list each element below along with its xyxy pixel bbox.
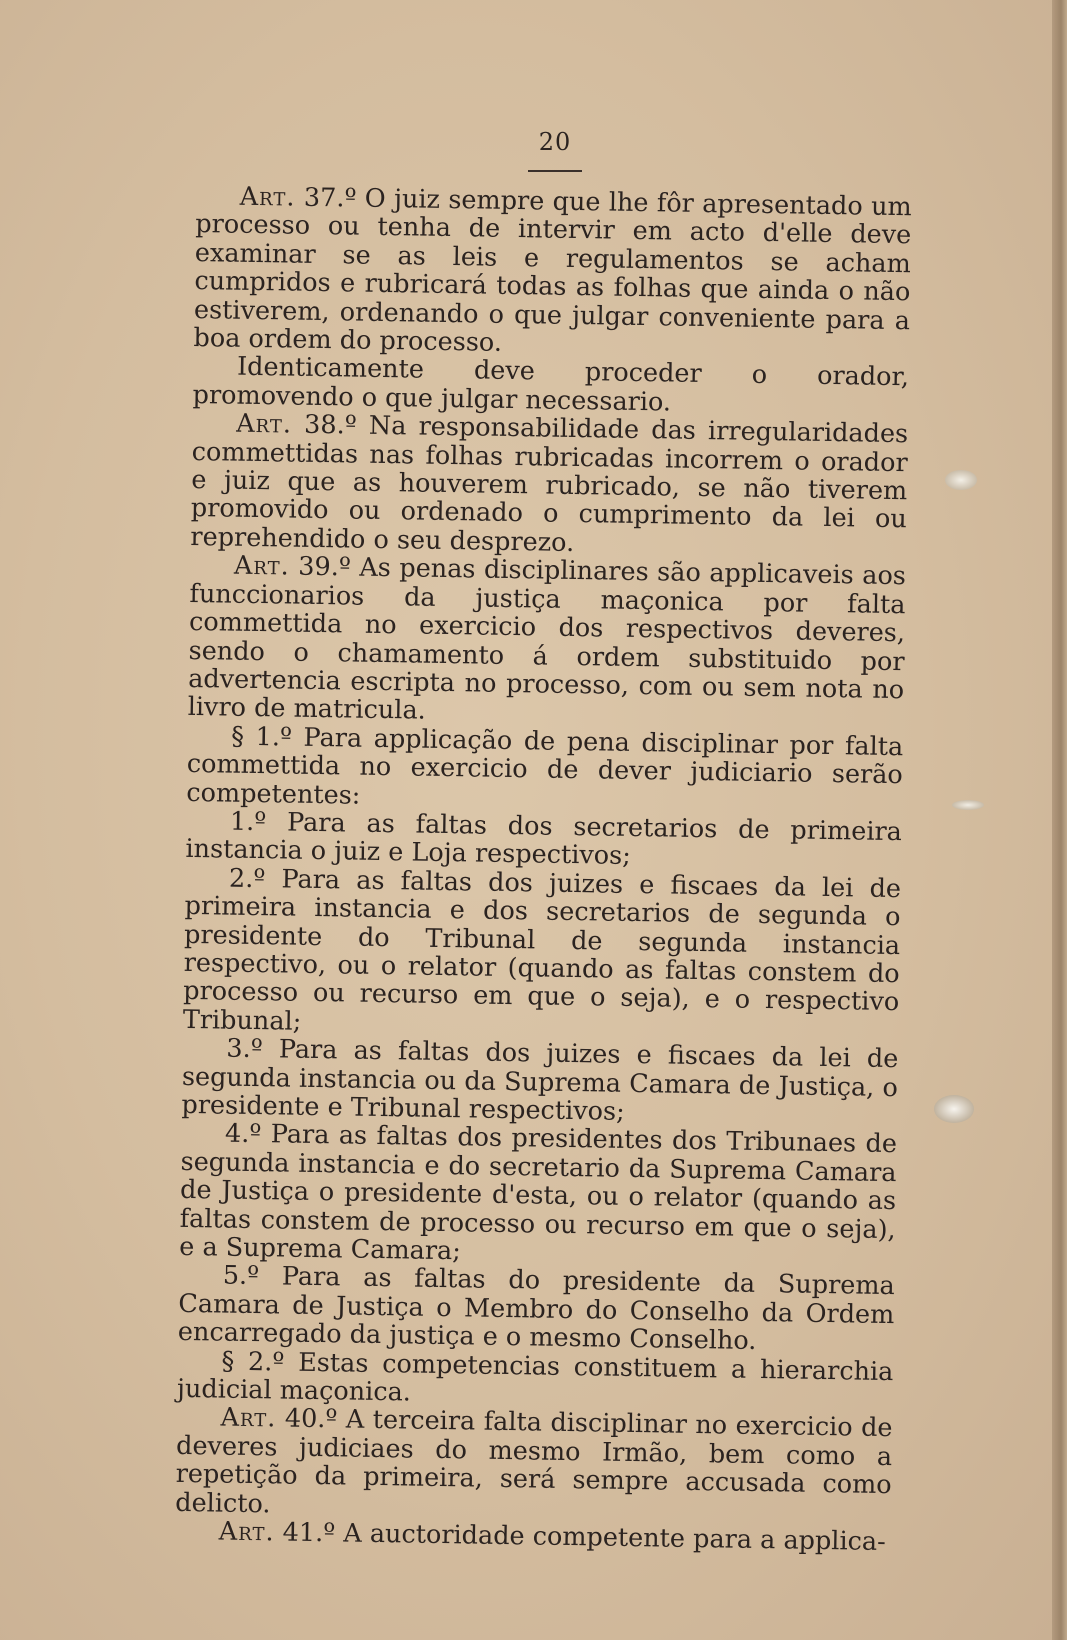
section-1-paragraph (186, 722, 903, 818)
paper-blemish (945, 470, 977, 490)
paragraph-text: 41.º A auctoridade competente para a applica- (282, 1517, 886, 1558)
paragraph-text: 40.º A terceira falta disciplinar no exercicio de deveres judiciaes do mesmo Irmão, bem como a repetição da primeira, será sempre accusada como delicto. (175, 1404, 893, 1520)
paragraph-text: § 1.º Para applicação de pena disciplinar por falta commettida no exercicio de dever judiciario serão competentes: (186, 721, 904, 811)
article-38-paragraph (190, 409, 908, 562)
item-5-paragraph (178, 1261, 895, 1357)
paragraph-text: 3.º Para as faltas dos juizes e fiscaes da lei de segunda instancia ou da Suprema Camara de Justiça, o presidente e Tribunal respectivos; (181, 1033, 899, 1127)
article-37-paragraph (193, 182, 912, 364)
paragraph-text: 4.º Para as faltas dos presidentes dos Tribunaes de segunda instancia e do secretario da Suprema Camara de Justiça o presidente d'esta, ou o relator (quando as faltas constem de processo ou recurso em que o seja), e a Suprema Camara; (179, 1118, 898, 1267)
page-edge (1052, 0, 1067, 1640)
paragraph-text: 2.º Para as faltas dos juizes e fiscaes da lei de primeira instancia e dos secretarios de segunda o presidente do Tribunal de segunda instancia respectivo, ou o relator (quando as faltas constem do processo ou recurso em que o seja), e o respectivo Tribunal; (182, 863, 902, 1037)
header-rule (528, 170, 582, 172)
article-lead: Art. (239, 181, 296, 213)
paper-blemish (934, 1095, 974, 1123)
article-lead: Art. (218, 1516, 275, 1548)
item-3-paragraph (181, 1034, 898, 1130)
paragraph-text: Identicamente deve proceder o orador, promovendo o que julgar necessario. (192, 352, 910, 418)
article-40-paragraph (175, 1403, 893, 1528)
paragraph-text: 1.º Para as faltas dos secretarios de primeira instancia o juiz e Loja respectivos; (185, 806, 903, 872)
article-lead: Art. (233, 550, 290, 582)
item-4-paragraph (179, 1119, 897, 1272)
paragraph-text: § 2.º Estas competencias constituem a hierarchia judicial maçonica. (176, 1346, 894, 1408)
article-39-paragraph (188, 551, 907, 733)
paper-blemish (952, 800, 984, 810)
article-lead: Art. (235, 408, 293, 440)
body-text (175, 182, 912, 1557)
paragraph-text: 39.º As penas disciplinares são applicaveis aos funccionarios da justiça maçonica por falta commettida no exercicio dos respectivos deveres, sendo o chamamento á ordem substituido por advertencia escripta no processo, com ou sem nota no livro de matricula. (187, 551, 907, 726)
item-2-paragraph (183, 864, 902, 1046)
article-lead: Art. (220, 1403, 277, 1434)
paragraph-text: 37.º O juiz sempre que lhe fôr apresentado um processo ou tenha de intervir em acto d'elle deve examinar se as leis e regulamentos se acham cumpridos e rubricará todas as folhas que ainda o não estiverem, ordenando o que julgar conveniente para a boa ordem do processo. (193, 182, 912, 358)
paragraph-text: 5.º Para as faltas do presidente da Suprema Camara de Justiça o Membro do Conselho da Ordem encarregado da justiça e o mesmo Conselho. (177, 1260, 895, 1357)
page-number: 20 (538, 128, 572, 156)
paragraph-text: 38.º Na responsabilidade das irregularidades commettidas nas folhas rubricadas incorrem o orador e juiz que as houverem rubricado, se não tiverem promovido ou ordenado o cumprimento da lei ou reprehendido o seu desprezo. (190, 409, 909, 558)
